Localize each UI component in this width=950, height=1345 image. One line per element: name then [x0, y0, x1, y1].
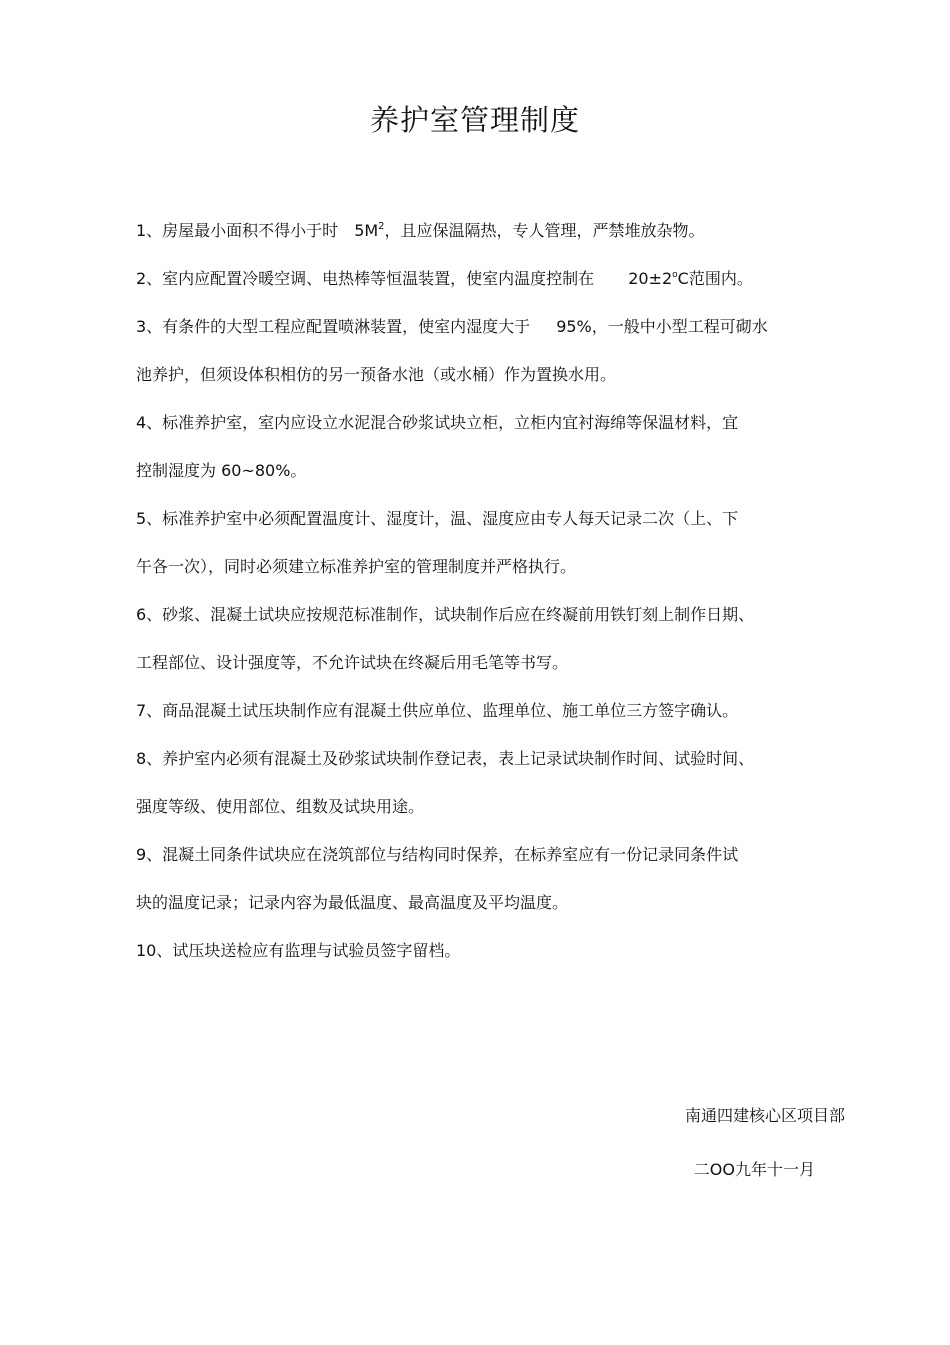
rule-2-text-a: 2、室内应配置冷暖空调、电热棒等恒温装置，使室内温度控制在 [136, 269, 595, 288]
rule-8-line-2: 强度等级、使用部位、组数及试块用途。 [136, 797, 425, 816]
rule-2-text-c: C范围内。 [677, 269, 753, 288]
organization-signature: 南通四建核心区项目部 [684, 1106, 845, 1125]
rule-1-exponent: 2 [378, 221, 385, 232]
rule-1-text-c: ，且应保温隔热，专人管理，严禁堆放杂物。 [384, 221, 705, 240]
rule-3-text-a: 3、有条件的大型工程应配置喷淋装置，使室内湿度大于 [136, 317, 531, 336]
rule-1-text-a: 1、房屋最小面积不得小于时 [136, 221, 339, 240]
rule-5-line-2: 午各一次），同时必须建立标准养护室的管理制度并严格执行。 [136, 557, 577, 576]
document-title: 养护室管理制度 [369, 103, 580, 137]
rule-10: 10、试压块送检应有监理与试验员签字留档。 [136, 941, 461, 960]
rule-2 [136, 255, 836, 303]
rule-2-degree: o [672, 270, 678, 280]
rule-1 [136, 207, 836, 255]
document-date: 二OO九年十一月 [693, 1160, 815, 1179]
rule-3-text-b: 95%，一般中小型工程可砌水 [556, 317, 768, 336]
rule-9-line-2: 块的温度记录；记录内容为最低温度、最高温度及平均温度。 [136, 893, 569, 912]
rules-list [136, 207, 836, 975]
rule-8-line-1: 8、养护室内必须有混凝土及砂浆试块制作登记表，表上记录试块制作时间、试验时间、 [136, 749, 755, 768]
rule-6-line-2: 工程部位、设计强度等，不允许试块在终凝后用毛笔等书写。 [136, 653, 569, 672]
rule-4-line-2: 控制湿度为 60~80%。 [136, 461, 307, 480]
rule-6-line-1: 6、砂浆、混凝土试块应按规范标准制作，试块制作后应在终凝前用铁钉刻上制作日期、 [136, 605, 755, 624]
rule-3-line-1 [136, 303, 836, 351]
rule-1-area: 5M [354, 221, 379, 240]
rule-2-temperature: 20±2 [628, 269, 673, 288]
rule-7: 7、商品混凝土试压块制作应有混凝土供应单位、监理单位、施工单位三方签字确认。 [136, 701, 739, 720]
rule-3-line-2: 池养护，但须设体积相仿的另一预备水池（或水桶）作为置换水用。 [136, 365, 617, 384]
rule-5-line-1: 5、标准养护室中必须配置温度计、湿度计，温、湿度应由专人每天记录二次（上、下 [136, 509, 739, 528]
rule-9-line-1: 9、混凝土同条件试块应在浇筑部位与结构同时保养，在标养室应有一份记录同条件试 [136, 845, 739, 864]
rule-4-line-1: 4、标准养护室，室内应设立水泥混合砂浆试块立柜，立柜内宜衬海绵等保温材料，宜 [136, 413, 739, 432]
